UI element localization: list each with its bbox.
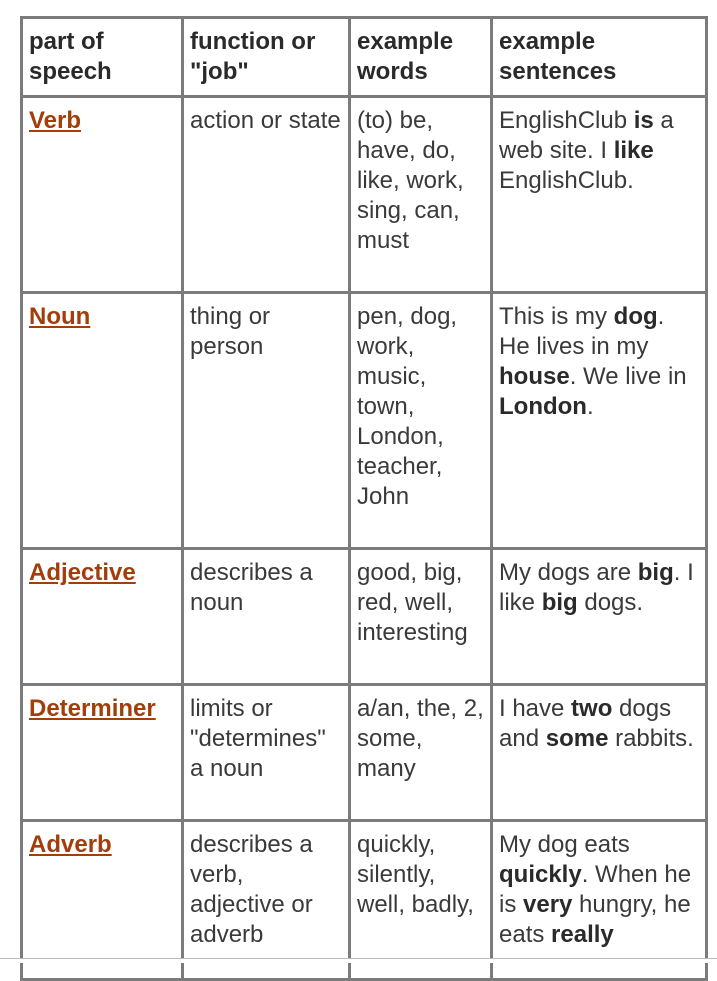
function-cell: describes a verb, adjective or adverb bbox=[183, 821, 350, 980]
examples-cell: quickly, silently, well, badly, bbox=[350, 821, 492, 980]
sentence-bold-word: two bbox=[571, 695, 613, 722]
pos-cell bbox=[22, 97, 183, 293]
pos-cell bbox=[22, 549, 183, 685]
examples-cell: (to) be, have, do, like, work, sing, can, must bbox=[350, 97, 492, 293]
pos-cell bbox=[22, 821, 183, 980]
sentence-bold-word: London bbox=[499, 393, 587, 420]
sentence-text: My dog eats bbox=[499, 831, 630, 858]
sentence-text: dogs and bbox=[499, 695, 672, 752]
sentence-text: EnglishClub bbox=[499, 107, 634, 134]
sentence-bold-word: some bbox=[545, 725, 609, 752]
pos-link-adverb[interactable]: Adverb bbox=[29, 831, 112, 858]
header-example-words: example words bbox=[350, 18, 492, 97]
examples-cell: a/an, the, 2, some, many bbox=[350, 685, 492, 821]
pos-cell bbox=[22, 685, 183, 821]
sentence-text: . When he is bbox=[499, 861, 692, 918]
pos-cell bbox=[22, 293, 183, 549]
sentence-cell bbox=[492, 293, 707, 549]
table-row bbox=[22, 549, 707, 685]
examples-cell: good, big, red, well, interesting bbox=[350, 549, 492, 685]
sentence-cell bbox=[492, 549, 707, 685]
sentence-text: EnglishClub. bbox=[499, 167, 634, 194]
sentence-bold-word: is bbox=[633, 107, 654, 134]
header-part-of-speech: part of speech bbox=[22, 18, 183, 97]
sentence-text: . bbox=[586, 393, 594, 420]
function-cell: describes a noun bbox=[183, 549, 350, 685]
sentence-text: This is my bbox=[499, 303, 614, 330]
pos-link-adjective[interactable]: Adjective bbox=[29, 559, 136, 586]
parts-of-speech-table-wrapper bbox=[20, 16, 708, 981]
sentence-bold-word: big bbox=[541, 589, 578, 616]
sentence-cell bbox=[492, 821, 707, 980]
table-row bbox=[22, 293, 707, 549]
function-cell: limits or "determines" a noun bbox=[183, 685, 350, 821]
sentence-text: My dogs are bbox=[499, 559, 638, 586]
sentence-bold-word: house bbox=[499, 363, 570, 390]
sentence-cell bbox=[492, 97, 707, 293]
table-row bbox=[22, 685, 707, 821]
viewport-bottom-edge bbox=[0, 958, 717, 963]
sentence-text: . We live in bbox=[569, 363, 687, 390]
sentence-bold-word: dog bbox=[613, 303, 658, 330]
table-row bbox=[22, 821, 707, 980]
sentence-bold-word: really bbox=[551, 921, 614, 948]
parts-of-speech-table bbox=[20, 16, 708, 981]
pos-link-verb[interactable]: Verb bbox=[29, 107, 82, 134]
examples-cell: pen, dog, work, music, town, London, teacher, John bbox=[350, 293, 492, 549]
sentence-cell bbox=[492, 685, 707, 821]
sentence-bold-word: big bbox=[637, 559, 674, 586]
sentence-bold-word: very bbox=[523, 891, 573, 918]
header-example-sentences: example sentences bbox=[492, 18, 707, 97]
function-cell: action or state bbox=[183, 97, 350, 293]
table-header-row bbox=[22, 18, 707, 97]
table-row bbox=[22, 97, 707, 293]
sentence-text: rabbits. bbox=[608, 725, 694, 752]
sentence-bold-word: quickly bbox=[499, 861, 582, 888]
header-function: function or "job" bbox=[183, 18, 350, 97]
pos-link-noun[interactable]: Noun bbox=[29, 303, 91, 330]
sentence-text: a web site. I bbox=[499, 107, 674, 164]
sentence-text: dogs. bbox=[577, 589, 644, 616]
sentence-text: hungry, he eats bbox=[499, 891, 691, 948]
pos-link-determiner[interactable]: Determiner bbox=[29, 695, 156, 722]
sentence-bold-word: like bbox=[613, 137, 654, 164]
sentence-text: . I like bbox=[499, 559, 694, 616]
sentence-text: . He lives in my bbox=[499, 303, 665, 360]
function-cell: thing or person bbox=[183, 293, 350, 549]
sentence-text: I have bbox=[499, 695, 572, 722]
